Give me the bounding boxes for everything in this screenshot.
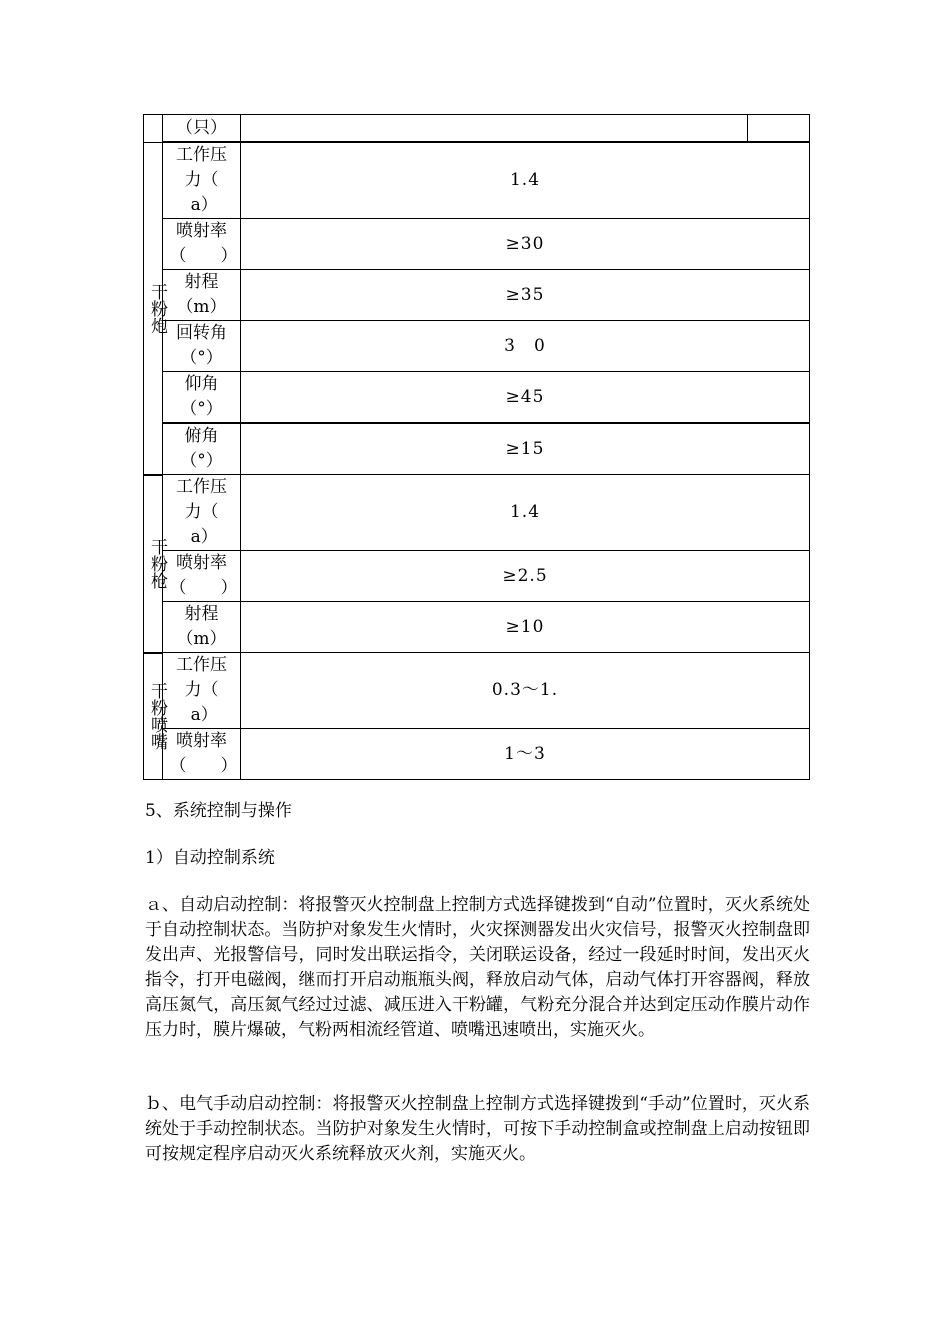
value-cell: 1～3 — [241, 729, 810, 780]
table-row — [144, 729, 810, 780]
table-row — [144, 321, 810, 372]
table-row — [144, 423, 810, 475]
group-name: 干粉枪 — [147, 538, 167, 589]
group-name-cell — [144, 142, 167, 475]
value-cell: ≥45 — [241, 372, 810, 424]
parameter-label: 喷射率 （ ） — [169, 221, 238, 266]
parameter-cell — [163, 653, 241, 729]
value-cell: 3 0 — [241, 321, 810, 372]
parameter-label: 俯角 （°） — [180, 426, 223, 471]
group-name: 干粉喷嘴 — [147, 682, 167, 751]
parameter-label: 工作压 力（ a） — [176, 655, 227, 725]
table-cell — [748, 115, 810, 143]
table-row — [144, 142, 810, 219]
group-name-cell — [144, 475, 167, 653]
parameter-cell — [163, 219, 241, 270]
parameter-cell — [163, 551, 241, 602]
value-cell: ≥2.5 — [241, 551, 810, 602]
value-cell: 1.4 — [241, 475, 810, 551]
table-row — [144, 115, 810, 143]
group-name-cell — [144, 653, 167, 780]
parameter-cell — [163, 423, 241, 475]
group-name: 干粉炮 — [147, 282, 167, 334]
value-cell: 1.4 — [241, 142, 810, 219]
unit-cell: （只） — [163, 115, 241, 143]
parameter-cell — [163, 270, 241, 321]
table-row — [144, 475, 810, 551]
table-row — [144, 551, 810, 602]
parameter-cell — [163, 729, 241, 780]
parameter-label: 工作压 力（ a） — [176, 477, 227, 547]
spec-table — [143, 114, 810, 780]
parameter-cell — [163, 602, 241, 653]
table-row — [144, 270, 810, 321]
value-cell: ≥10 — [241, 602, 810, 653]
parameter-cell — [163, 142, 241, 219]
parameter-cell — [163, 475, 241, 551]
table-row — [144, 602, 810, 653]
table-cell — [144, 115, 163, 143]
parameter-label: 喷射率 （ ） — [169, 731, 238, 776]
value-cell: ≥15 — [241, 423, 810, 475]
table-cell — [241, 115, 748, 143]
table-row — [144, 653, 810, 729]
parameter-label: 回转角 （°） — [176, 323, 227, 368]
table-row — [144, 372, 810, 424]
parameter-cell — [163, 321, 241, 372]
paragraph-manual-control: ｂ、电气手动启动控制：将报警灭火控制盘上控制方式选择键拨到“手动”位置时，灭火系统处于手动控制状态。当防护对象发生火情时，可按下手动控制盒或控制盘上启动按钮即可按规定程序启动灭火系统释放灭火剂，实施灭火。 — [145, 1094, 810, 1164]
parameter-cell — [163, 372, 241, 424]
parameter-label: 喷射率 （ ） — [169, 553, 238, 598]
parameter-label: 射程 （m） — [176, 604, 227, 649]
paragraph-auto-control: ａ、自动启动控制：将报警灭火控制盘上控制方式选择键拨到“自动”位置时，灭火系统处于自动控制状态。当防护对象发生火情时，火灾探测器发出火灾信号，报警灭火控制盘即发出声、光报警信号，同时发出联运指令，关闭联运设备，经过一段延时时间，发出灭火指令，打开电磁阀，继而打开启动瓶瓶头阀，释放启动气体，启动气体打开容器阀，释放高压氮气，高压氮气经过过滤、减压进入干粉罐，气粉充分混合并达到定压动作膜片动作压力时，膜片爆破，气粉两相流经管道、喷嘴迅速喷出，实施灭火。 — [145, 895, 810, 1040]
parameter-label: 仰角 （°） — [180, 374, 223, 419]
table-row — [144, 219, 810, 270]
section-heading: 5、系统控制与操作 — [145, 801, 292, 821]
value-cell: ≥35 — [241, 270, 810, 321]
value-cell: 0.3～1. — [241, 653, 810, 729]
parameter-label: 工作压 力（ a） — [176, 145, 227, 215]
subsection-heading: 1）自动控制系统 — [145, 848, 275, 868]
value-cell: ≥30 — [241, 219, 810, 270]
parameter-label: 射程 （m） — [176, 272, 227, 317]
